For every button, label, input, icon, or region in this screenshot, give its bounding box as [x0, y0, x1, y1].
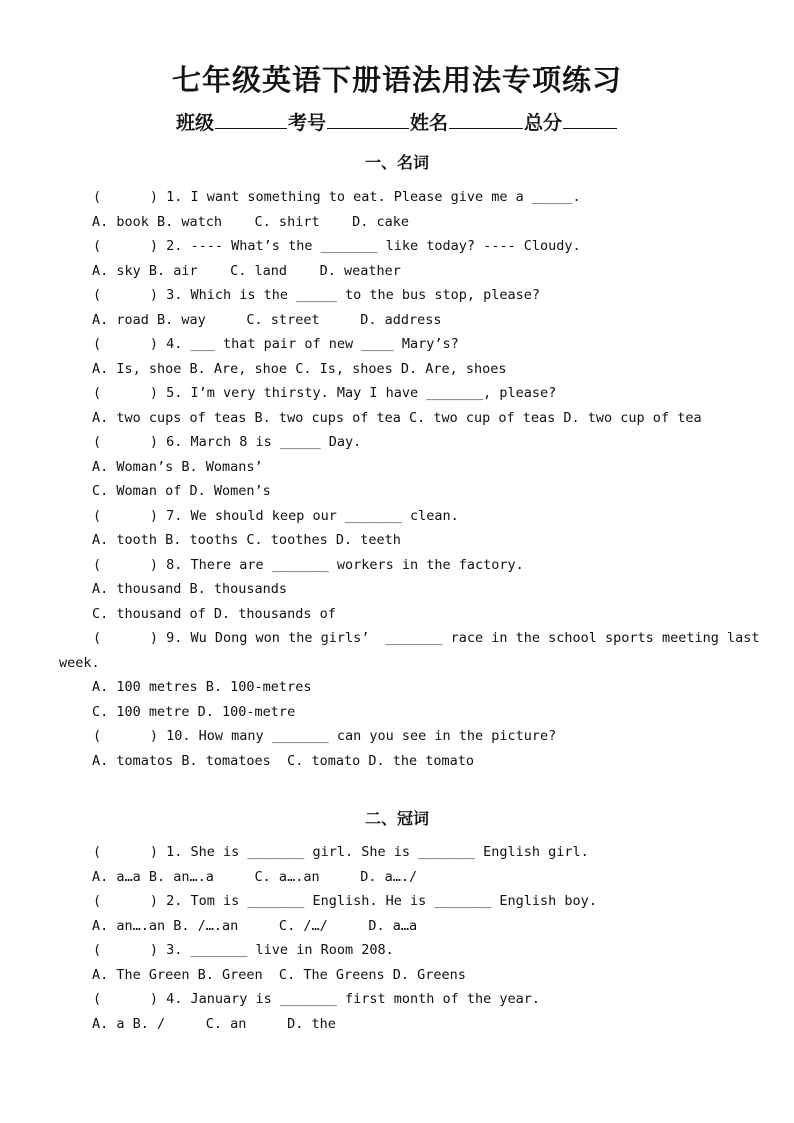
- question-line: ( ) 5. I’m very thirsty. May I have _______, please?: [93, 385, 557, 401]
- options-line: A. tooth B. tooths C. toothes D. teeth: [92, 532, 401, 548]
- question-line: ( ) 1. I want something to eat. Please give me a _____.: [93, 189, 581, 205]
- options-line: A. 100 metres B. 100-metres: [92, 679, 312, 695]
- options-line: A. tomatos B. tomatoes C. tomato D. the tomato: [92, 752, 475, 769]
- options-line: C. Woman of D. Women’s: [92, 483, 271, 499]
- options-line: A. Woman’s B. Womans’: [92, 458, 263, 475]
- options-line: A. a…a B. an….a C. a….an D. a…./: [92, 868, 418, 885]
- question-line: ( ) 4. ___ that pair of new ____ Mary’s?: [93, 336, 459, 352]
- question-line: ( ) 9. Wu Dong won the girls’ _______ race in the school sports meeting last: [93, 630, 760, 646]
- section-heading-nouns: 一、名词: [364, 153, 429, 172]
- class-label: 班级: [175, 112, 214, 134]
- options-line: A. road B. way C. street D. address: [92, 311, 442, 328]
- question-line: ( ) 2. Tom is _______ English. He is _______ English boy.: [93, 893, 597, 909]
- options-line: C. thousand of D. thousands of: [92, 605, 336, 622]
- name-label: 姓名: [410, 112, 449, 134]
- options-line: A. two cups of teas B. two cups of tea C. two cup of teas D. two cup of tea: [92, 409, 702, 426]
- page-title: 七年级英语下册语法用法专项练习: [171, 63, 622, 97]
- student-info-row: [0, 108, 794, 138]
- options-line: A. a B. / C. an D. the: [92, 1015, 336, 1032]
- question-line: ( ) 7. We should keep our _______ clean.: [93, 507, 459, 524]
- section-articles-questions: [59, 840, 759, 1036]
- name-blank[interactable]: [449, 110, 523, 129]
- question-line: ( ) 4. January is _______ first month of the year.: [93, 991, 541, 1007]
- question-continuation: week.: [59, 654, 100, 671]
- class-blank[interactable]: [215, 110, 287, 129]
- options-line: C. 100 metre D. 100-metre: [92, 703, 296, 720]
- options-line: A. book B. watch C. shirt D. cake: [92, 213, 409, 230]
- options-line: A. sky B. air C. land D. weather: [92, 262, 401, 279]
- section-nouns-questions: [59, 185, 759, 773]
- question-line: ( ) 1. She is _______ girl. She is _______ English girl.: [93, 844, 589, 860]
- options-line: A. The Green B. Green C. The Greens D. Greens: [92, 966, 466, 983]
- question-line: ( ) 3. _______ live in Room 208.: [93, 942, 394, 958]
- question-line: ( ) 3. Which is the _____ to the bus stop, please?: [93, 287, 541, 303]
- section-heading-articles: 二、冠词: [364, 809, 429, 828]
- options-line: A. an….an B. /….an C. /…/ D. a…a: [92, 917, 418, 934]
- score-label: 总分: [524, 112, 563, 134]
- question-line: ( ) 6. March 8 is _____ Day.: [93, 434, 362, 450]
- question-line: ( ) 10. How many _______ can you see in the picture?: [93, 728, 557, 744]
- options-line: A. thousand B. thousands: [92, 581, 288, 597]
- options-line: A. Is, shoe B. Are, shoe C. Is, shoes D. Are, shoes: [92, 360, 507, 377]
- number-blank[interactable]: [327, 110, 409, 129]
- question-line: ( ) 8. There are _______ workers in the factory.: [93, 556, 524, 573]
- number-label: 考号: [287, 112, 326, 134]
- score-blank[interactable]: [563, 110, 617, 129]
- question-line: ( ) 2. ---- What’s the _______ like today? ---- Cloudy.: [93, 238, 581, 254]
